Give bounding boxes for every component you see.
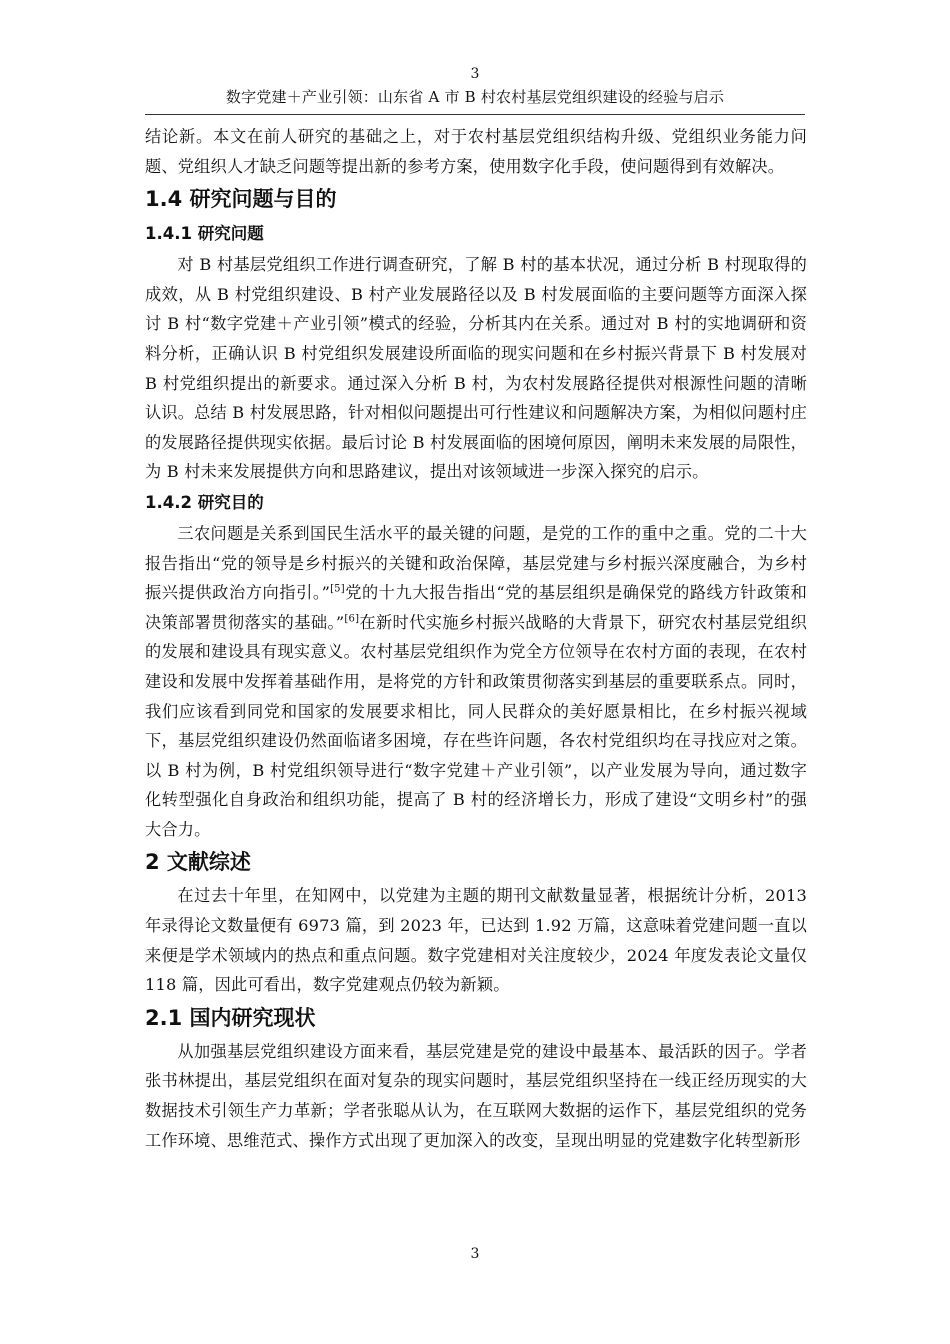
- citation-6: [6]: [344, 613, 360, 625]
- purpose-text-part2: 党的十九大报告指出“党的基层组织是确保党的路线方针政策和决策部署贯彻落实的基础。”: [145, 583, 808, 632]
- citation-5: [5]: [330, 583, 345, 595]
- running-header: 数字党建＋产业引领：山东省 A 市 B 村农村基层党组织建设的经验与启示: [145, 86, 805, 115]
- page-body: [145, 122, 807, 1155]
- paragraph-research-purpose: [145, 519, 807, 845]
- page-number-bottom: 3: [470, 1246, 480, 1262]
- paragraph-literature-review: 在过去十年里，在知网中，以党建为主题的期刊文献数量显著，根据统计分析，2013 年录得论文数量便有 6973 篇，到 2023 年，已达到 1.92 万篇，这意味着党建问题一直以来便是学术领域内的热点和重点问题。数字党建相对关注度较少，2024 年度发表论文量仅 118 篇，因此可看出，数字党建观点仍较为新颖。: [145, 886, 807, 995]
- section-heading-2-1: 2.1 国内研究现状: [145, 1005, 316, 1030]
- paragraph-domestic-research: 从加强基层党组织建设方面来看，基层党建是党的建设中最基本、最活跃的因子。学者张书林提出，基层党组织在面对复杂的现实问题时，基层党组织坚持在一线正经历现实的大数据技术引领生产力革新；学者张聪从认为，在互联网大数据的运作下，基层党组织的党务工作环境、思维范式、操作方式出现了更加深入的改变，呈现出明显的党建数字化转型新形: [145, 1041, 807, 1150]
- paragraph-research-questions: 对 B 村基层党组织工作进行调查研究，了解 B 村的基本状况，通过分析 B 村现取得的成效，从 B 村党组织建设、B 村产业发展路径以及 B 村发展面临的主要问题等方面深入探讨 B 村“数字党建＋产业引领”模式的经验，分析其内在关系。通过对 B 村的实地调研和资料分析，正确认识 B 村党组织发展建设所面临的现实问题和在乡村振兴背景下 B 村发展对 B 村党组织提出的新要求。通过深入分析 B 村，为农村发展路径提供对根源性问题的清晰认识。总结 B 村发展思路，针对相似问题提出可行性建议和问题解决方案，为相似问题村庄的发展路径提供现实依据。最后讨论 B 村发展面临的困境何原因，阐明未来发展的局限性，为 B 村未来发展提供方向和思路建议，提出对该领域进一步深入探究的启示。: [145, 255, 807, 482]
- intro-paragraph: 结论新。本文在前人研究的基础之上，对于农村基层党组织结构升级、党组织业务能力问题、党组织人才缺乏问题等提出新的参考方案，使用数字化手段，使问题得到有效解决。: [145, 127, 807, 176]
- page-number-top: 3: [470, 66, 480, 82]
- section-heading-2: 2 文献综述: [145, 850, 251, 875]
- purpose-text-part3: 在新时代实施乡村振兴战略的大背景下，研究农村基层党组织的发展和建设具有现实意义。农村基层党组织作为党全方位领导在农村方面的表现，在农村建设和发展中发挥着基础作用，是将党的方针和政策贯彻落实到基层的重要联系点。同时，我们应该看到同党和国家的发展要求相比，同人民群众的美好愿景相比，在乡村振兴视域下，基层党组织建设仍然面临诸多困境，存在些许问题，各农村党组织均在寻找应对之策。以 B 村为例，B 村党组织领导进行“数字党建＋产业引领”，以产业发展为导向，通过数字化转型强化自身政治和组织功能，提高了 B 村的经济增长力，形成了建设“文明乡村”的强大合力。: [145, 612, 807, 839]
- section-heading-1-4-2: 1.4.2 研究目的: [145, 492, 264, 512]
- section-heading-1-4-1: 1.4.1 研究问题: [145, 224, 264, 244]
- purpose-text-part1: 三农问题是关系到国民生活水平的最关键的问题，是党的工作的重中之重。党的二十大报告指出“党的领导是乡村振兴的关键和政治保障，基层党建与乡村振兴深度融合，为乡村振兴提供政治方向指引。”: [145, 523, 807, 603]
- section-heading-1-4: 1.4 研究问题与目的: [145, 187, 337, 212]
